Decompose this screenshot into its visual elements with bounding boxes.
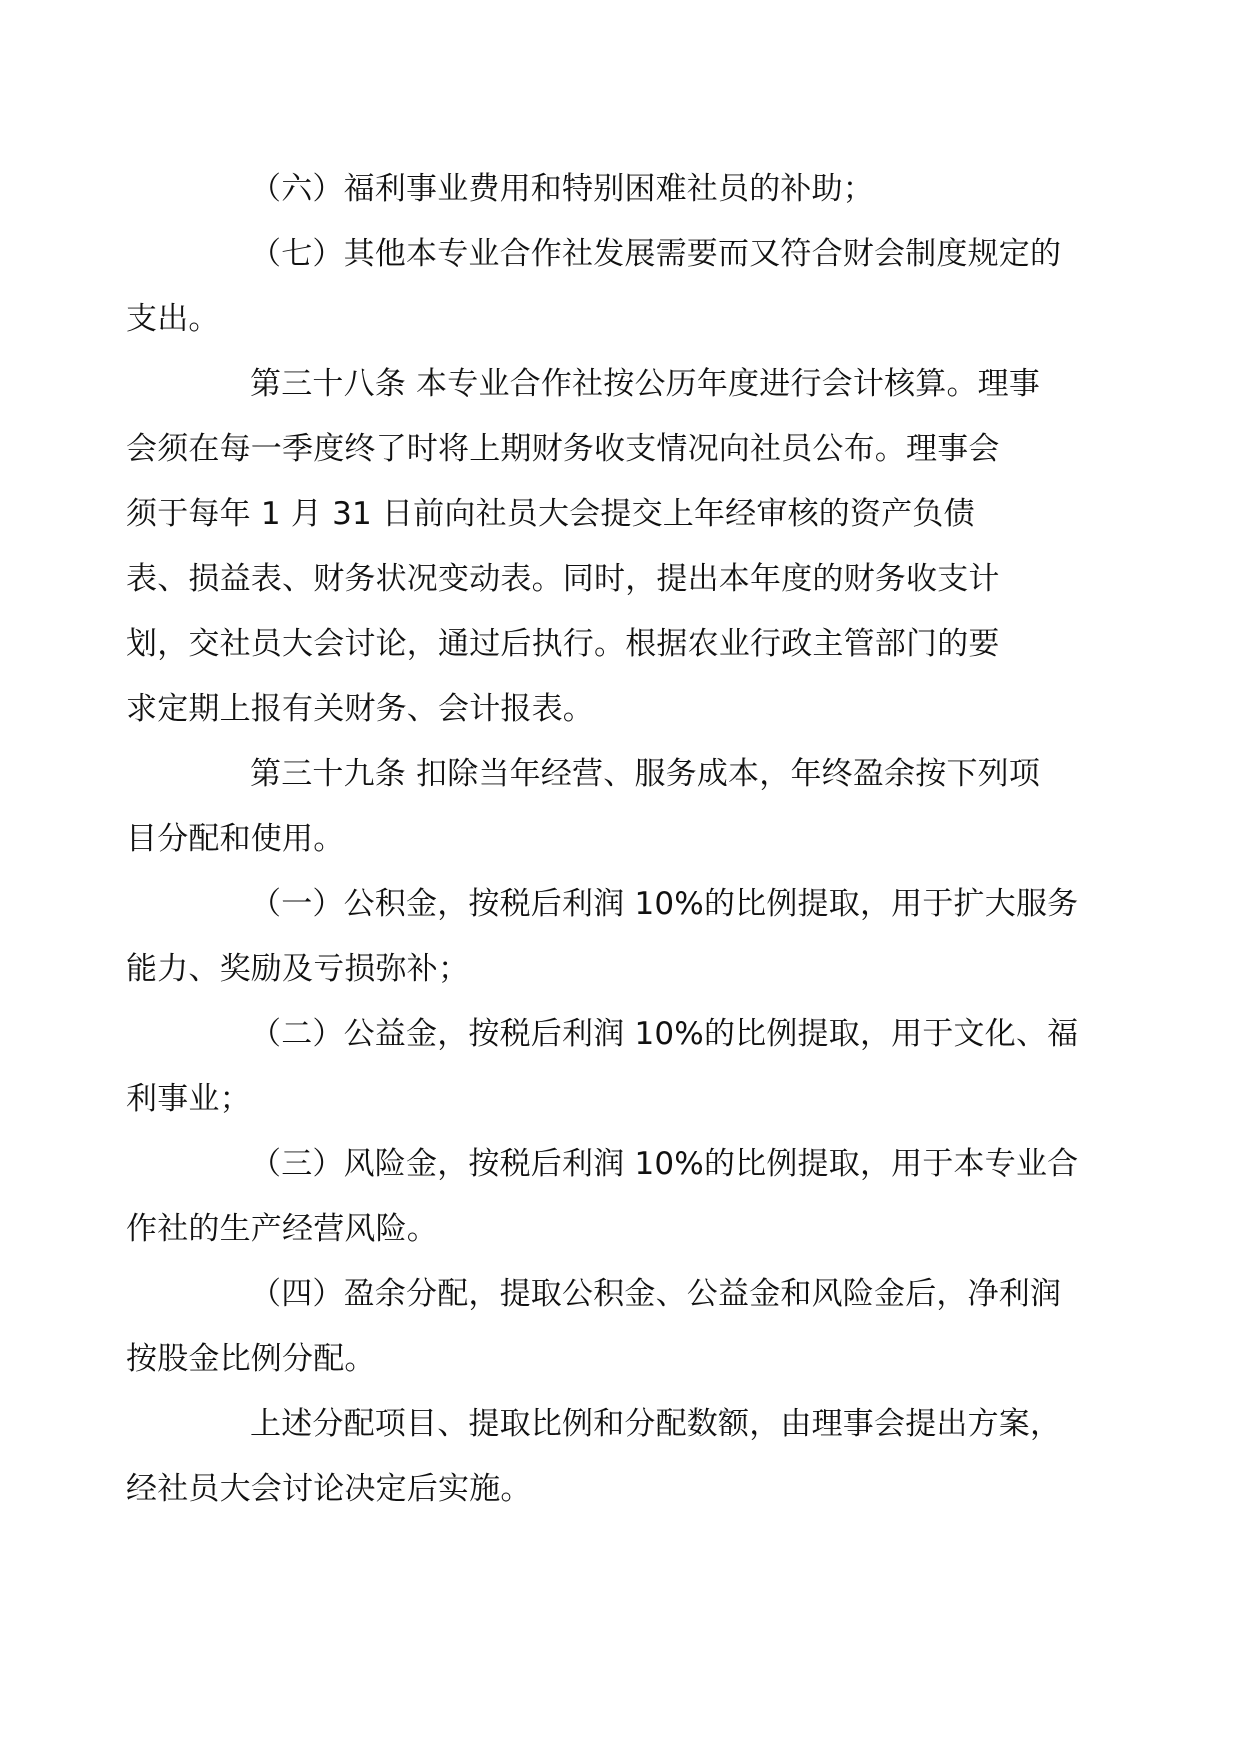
text-line: （三）风险金，按税后利润 10%的比例提取，用于本专业合 xyxy=(250,1146,1079,1182)
text-line: （四）盈余分配，提取公积金、公益金和风险金后，净利润 xyxy=(250,1276,1062,1312)
text-line: 目分配和使用。 xyxy=(126,821,345,857)
paragraph-article-38 xyxy=(126,352,1113,742)
text-line: （七）其他本专业合作社发展需要而又符合财会制度规定的 xyxy=(250,236,1062,272)
paragraph-article-39 xyxy=(126,742,1113,872)
text-line: 按股金比例分配。 xyxy=(126,1341,376,1377)
paragraph-item-7 xyxy=(126,222,1113,352)
text-line: 利事业； xyxy=(126,1081,251,1117)
paragraph-item-6 xyxy=(188,157,1113,222)
paragraph-item-4 xyxy=(126,1262,1113,1392)
paragraph-item-1 xyxy=(126,872,1113,1002)
paragraph-item-3 xyxy=(126,1132,1113,1262)
text-line: 第三十八条 本专业合作社按公历年度进行会计核算。理事 xyxy=(250,366,1041,402)
text-line: 作社的生产经营风险。 xyxy=(126,1211,438,1247)
document-body xyxy=(126,157,1113,1522)
paragraph-item-2 xyxy=(126,1002,1113,1132)
text-line: 上述分配项目、提取比例和分配数额，由理事会提出方案， xyxy=(250,1406,1062,1442)
text-line: 求定期上报有关财务、会计报表。 xyxy=(126,691,594,727)
text-line: 划，交社员大会讨论，通过后执行。根据农业行政主管部门的要 xyxy=(126,626,1000,662)
text-line: （六）福利事业费用和特别困难社员的补助； xyxy=(250,171,874,207)
text-line: （一）公积金，按税后利润 10%的比例提取，用于扩大服务 xyxy=(250,886,1079,922)
text-line: 经社员大会讨论决定后实施。 xyxy=(126,1471,532,1507)
text-line: 支出。 xyxy=(126,301,220,337)
text-line: 第三十九条 扣除当年经营、服务成本，年终盈余按下列项 xyxy=(250,756,1041,792)
text-line: 能力、奖励及亏损弥补； xyxy=(126,951,470,987)
text-line: 须于每年 1 月 31 日前向社员大会提交上年经审核的资产负债 xyxy=(126,496,975,532)
text-line: 表、损益表、财务状况变动表。同时，提出本年度的财务收支计 xyxy=(126,561,1000,597)
text-line: （二）公益金，按税后利润 10%的比例提取，用于文化、福 xyxy=(250,1016,1079,1052)
text-line: 会须在每一季度终了时将上期财务收支情况向社员公布。理事会 xyxy=(126,431,1000,467)
paragraph-summary xyxy=(126,1392,1113,1522)
